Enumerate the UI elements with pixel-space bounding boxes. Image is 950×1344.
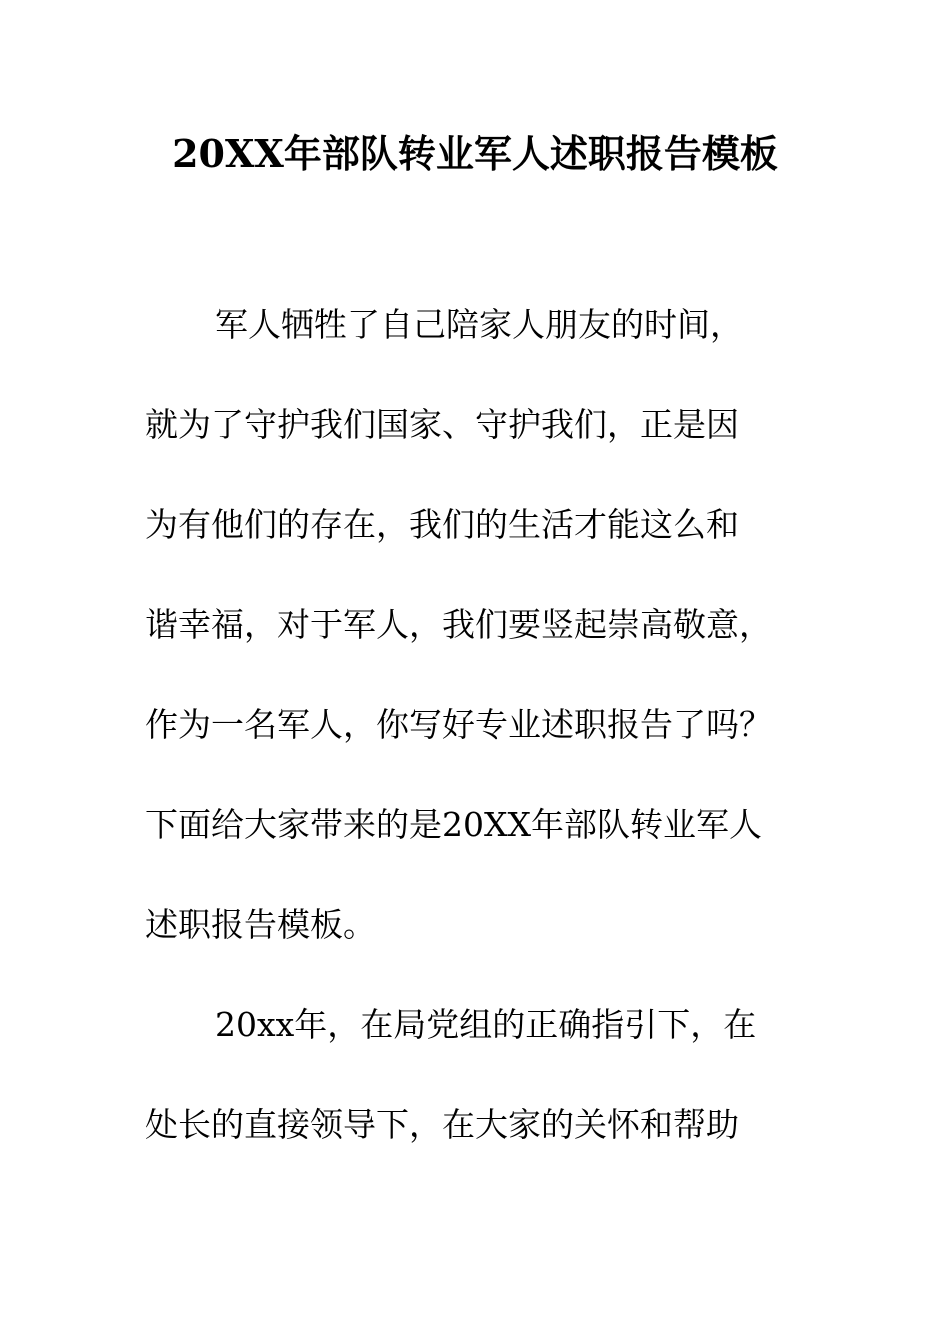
text-line: 就为了守护我们国家、守护我们，正是因 [145, 405, 739, 444]
document-title: 20XX年部队转业军人述职报告模板 [172, 131, 778, 176]
text-line: 述职报告模板。 [145, 905, 376, 944]
text-line: 为有他们的存在，我们的生活才能这么和 [145, 505, 739, 544]
paragraph-report [145, 1000, 815, 1200]
text-line: 20xx年，在局党组的正确指引下，在 [215, 1005, 757, 1044]
text-line: 谐幸福，对于军人，我们要竖起崇高敬意， [145, 605, 772, 644]
text-line: 下面给大家带来的是20XX年部队转业军人 [145, 805, 762, 844]
document-body [145, 300, 815, 1200]
text-line: 处长的直接领导下，在大家的关怀和帮助 [145, 1105, 739, 1144]
paragraph-intro [145, 300, 815, 1000]
text-line: 军人牺牲了自己陪家人朋友的时间， [215, 305, 743, 344]
text-line: 作为一名军人，你写好专业述职报告了吗？ [145, 705, 772, 744]
